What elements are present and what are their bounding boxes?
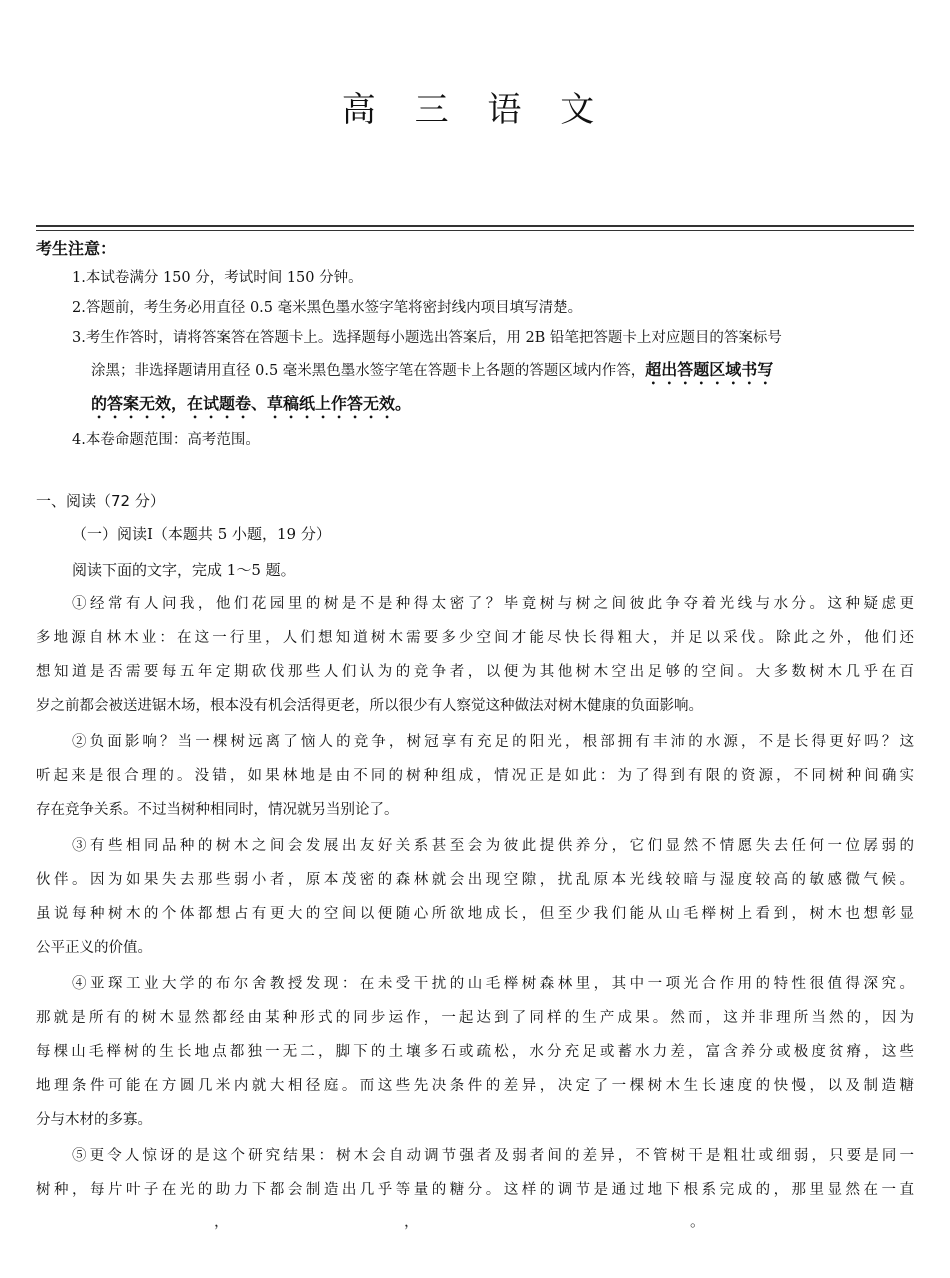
- cutoff-mark: ，: [214, 1212, 230, 1230]
- header-rule-thin: [36, 230, 914, 231]
- cutoff-mark: 。: [690, 1212, 706, 1230]
- notice-item-3-line-2: [91, 360, 773, 388]
- cutoff-mark: ，: [404, 1212, 420, 1230]
- paragraph-4-line: 那就是所有的树木显然都经由某种形式的同步运作，一起达到了同样的生产成果。然而，这并非理所当然的，因为: [36, 1010, 914, 1026]
- paragraph-2-line: 存在竞争关系。不过当树种相同时，情况就另当别论了。: [36, 802, 399, 818]
- notice-emphasis-1: 超出答题区域书写: [645, 360, 774, 379]
- notice-item-2: 2.答题前，考生务必用直径 0.5 毫米黑色墨水签字笔将密封线内项目填写清楚。: [72, 300, 583, 316]
- paragraph-3-line: 虽说每种树木的个体都想占有更大的空间以便随心所欲地成长，但至少我们能从山毛榉树上看到，树木也想彰显: [36, 906, 914, 922]
- paragraph-4-line: 分与木材的多寡。: [36, 1112, 152, 1128]
- header-rule-thick: [36, 225, 914, 227]
- paragraph-5-line: 树种，每片叶子在光的助力下都会制造出几乎等量的糖分。这样的调节是通过地下根系完成的，那里显然在一直: [36, 1182, 914, 1198]
- paragraph-4-line: ④亚琛工业大学的布尔舍教授发现：在未受干扰的山毛榉树森林里，其中一项光合作用的特性很值得深究。: [72, 976, 914, 992]
- paragraph-1-line: 多地源自林木业：在这一行里，人们想知道树木需要多少空间才能尽快长得粗大，并足以采伐。除此之外，他们还: [36, 630, 914, 646]
- paragraph-4-line: 每棵山毛榉树的生长地点都独一无二，脚下的土壤多石或疏松，水分充足或蓄水力差，富含养分或极度贫瘠，这些: [36, 1044, 914, 1060]
- sub-heading: （一）阅读Ⅰ（本题共 5 小题，19 分）: [72, 525, 331, 543]
- paragraph-3-line: 公平正义的价值。: [36, 940, 152, 956]
- instruction: 阅读下面的文字，完成 1～5 题。: [72, 561, 296, 579]
- paragraph-2-line: ②负面影响？当一棵树远离了恼人的竞争，树冠享有充足的阳光，根部拥有丰沛的水源，不是长得更好吗？这: [72, 734, 914, 750]
- paragraph-1-line: 想知道是否需要每五年定期砍伐那些人们认为的竞争者，以便为其他树木空出足够的空间。大多数树木几乎在百: [36, 664, 914, 680]
- notice-heading: 考生注意：: [36, 239, 117, 258]
- notice-item-3: 3.考生作答时，请将答案答在答题卡上。选择题每小题选出答案后，用 2B 铅笔把答题卡上对应题目的答案标号: [72, 330, 782, 346]
- paragraph-2-line: 听起来是很合理的。没错，如果林地是由不同的树种组成，情况正是如此：为了得到有限的资源，不同树种间确实: [36, 768, 914, 784]
- notice-item-3-text: 涂黑；非选择题请用直径 0.5 毫米黑色墨水签字笔在答题卡上各题的答题区域内作答，: [91, 363, 646, 379]
- notice-emphasis-2: 的答案无效，在试题卷、草稿纸上作答无效。: [91, 394, 412, 413]
- paragraph-1-line: 岁之前都会被送进锯木场，根本没有机会活得更老，所以很少有人察觉这种做法对树木健康的负面影响。: [36, 698, 703, 714]
- notice-item-3-line-3: [91, 394, 411, 422]
- paragraph-3-line: 伙伴。因为如果失去那些弱小者，原本茂密的森林就会出现空隙，扰乱原本光线较暗与湿度较高的敏感微气候。: [36, 872, 914, 888]
- paragraph-5-line: ⑤更令人惊讶的是这个研究结果：树木会自动调节强者及弱者间的差异，不管树干是粗壮或细弱，只要是同一: [72, 1148, 914, 1164]
- notice-item-1: 1.本试卷满分 150 分，考试时间 150 分钟。: [72, 270, 363, 286]
- paragraph-3-line: ③有些相同品种的树木之间会发展出友好关系甚至会为彼此提供养分，它们显然不情愿失去任何一位孱弱的: [72, 838, 914, 854]
- page-title: 高 三 语 文: [341, 90, 609, 130]
- notice-item-4: 4.本卷命题范围：高考范围。: [72, 432, 260, 448]
- paragraph-1-line: ①经常有人问我，他们花园里的树是不是种得太密了？毕竟树与树之间彼此争夺着光线与水分。这种疑虑更: [72, 596, 914, 612]
- section-heading: 一、阅读（72 分）: [36, 492, 165, 510]
- paragraph-4-line: 地理条件可能在方圆几米内就大相径庭。而这些先决条件的差异，决定了一棵树木生长速度的快慢，以及制造糖: [36, 1078, 914, 1094]
